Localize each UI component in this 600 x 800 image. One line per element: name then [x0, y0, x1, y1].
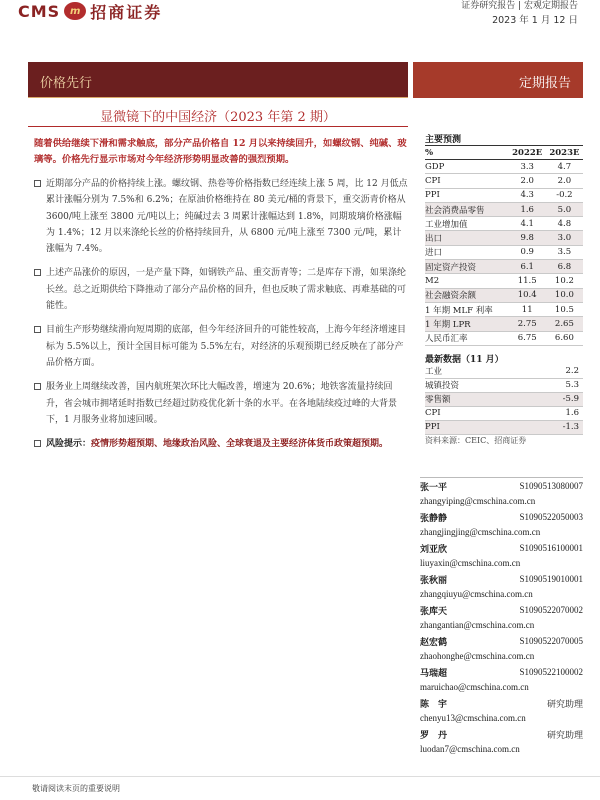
indicator-name: CPI [425, 174, 509, 188]
indicator-name: 社会融资余额 [425, 288, 509, 302]
analyst-id: S1090513080007 [519, 481, 583, 491]
indicator-name: M2 [425, 274, 509, 288]
bullet-text: 服务业上周继续改善，国内航班架次环比大幅改善，增速为 20.6%；地铁客流量持续回升，省会城市拥堵延时指数已经超过防疫优化新十条的水平。在各地陆续疫过峰的大背景下，1 月服务业将加速回暖。 [46, 382, 398, 425]
risk-label: 风险提示： [46, 439, 92, 450]
bullet-item [34, 265, 408, 314]
analyst-name: 张库天 [420, 606, 448, 617]
value-2023: 2.65 [546, 317, 583, 331]
value-2022: 6.1 [509, 260, 546, 274]
cms-logo [18, 0, 162, 22]
analyst-name: 马瑞超 [420, 668, 448, 679]
analyst-email[interactable]: maruichao@cmschina.com.cn [420, 682, 529, 692]
indicator-name: 工业增加值 [425, 217, 509, 231]
risk-warning [34, 436, 408, 452]
bullet-square-icon [34, 383, 41, 390]
analyst-entry [420, 664, 583, 695]
table-row [425, 378, 583, 392]
analyst-email[interactable]: chenyu13@cmschina.com.cn [420, 713, 526, 723]
value-2022: 9.8 [509, 231, 546, 245]
table-row [425, 392, 583, 406]
indicator-name: 人民币汇率 [425, 331, 509, 345]
analyst-id: S1090519010001 [519, 574, 583, 584]
value-2022: 4.1 [509, 217, 546, 231]
analyst-entry [420, 695, 583, 726]
table-row [425, 364, 583, 378]
indicator-name: CPI [425, 406, 524, 420]
analyst-name: 陈 宇 [420, 699, 448, 710]
analyst-email[interactable]: luodan7@cmschina.com.cn [420, 744, 520, 754]
section-band-label: 价格先行 [40, 76, 93, 91]
analyst-name: 张静静 [420, 513, 448, 524]
table-row [425, 274, 583, 288]
bullet-text: 目前生产形势继续滑向短周期的底部，但今年经济回升的可能性较高，上海今年经济增速目标为 5.5%以上，预计全国目标可能为 5.5%左右，对经济的乐观预期已经反映在了部分产品价格方面。 [46, 325, 407, 368]
value-2023: 10.5 [546, 302, 583, 316]
report-header [0, 0, 600, 30]
data-source-note: 资料来源：CEIC、招商证券 [425, 436, 527, 445]
table-row [425, 188, 583, 202]
analyst-list [420, 477, 583, 757]
indicator-name: 进口 [425, 245, 509, 259]
summary-paragraph: 随着供给继续下滑和需求触底，部分产品价格自 12 月以来持续回升，如螺纹钢、纯碱、玻璃等。价格先行显示市场对今年经济形势明显改善的强烈预期。 [34, 138, 407, 165]
table-row [425, 202, 583, 216]
bullet-square-icon [34, 440, 41, 447]
value-2022: 4.3 [509, 188, 546, 202]
value-2022: 2.0 [509, 174, 546, 188]
indicator-value: 1.6 [524, 406, 583, 420]
bullet-text: 上述产品涨价的原因，一是产量下降，如钢铁产品、重交沥青等；二是库存下滑，如果涤纶长丝。总之近期供给下降推动了部分产品价格的回升，但也反映了需求触底、再难基础的可能性。 [46, 268, 407, 312]
analyst-email[interactable]: liuyaxin@cmschina.com.cn [420, 558, 521, 568]
analyst-name: 罗 丹 [420, 730, 448, 741]
forecast-header-2023: 2023E [546, 146, 583, 160]
table-row [425, 245, 583, 259]
bullet-item [34, 379, 408, 428]
risk-body: 疫情形势超预期、地缘政治风险、全球衰退及主要经济体货币政策超预期。 [91, 439, 389, 450]
indicator-value: 2.2 [524, 364, 583, 378]
value-2023: 3.0 [546, 231, 583, 245]
analyst-id: S1090522100002 [519, 667, 583, 677]
bullet-item [34, 322, 408, 371]
recent-data-title: 最新数据（11 月） [425, 355, 504, 365]
analyst-entry [420, 571, 583, 602]
bullet-item [34, 176, 408, 257]
indicator-name: 零售额 [425, 392, 524, 406]
indicator-name: 1 年期 MLF 利率 [425, 302, 509, 316]
analyst-role: 研究助理 [546, 729, 583, 740]
analyst-id: S1090516100001 [519, 543, 583, 553]
indicator-name: 出口 [425, 231, 509, 245]
value-2023: 10.0 [546, 288, 583, 302]
table-row [425, 288, 583, 302]
analyst-name: 刘亚欣 [420, 544, 448, 555]
indicator-name: 固定资产投资 [425, 260, 509, 274]
value-2023: 4.7 [546, 160, 583, 174]
indicator-name: GDP [425, 160, 509, 174]
table-row [425, 231, 583, 245]
logo-chinese-name: 招商证券 [90, 2, 163, 22]
indicator-name: 社会消费品零售 [425, 202, 509, 216]
table-row [425, 260, 583, 274]
report-type-band [413, 62, 583, 98]
analyst-name: 赵宏鹤 [420, 637, 448, 648]
forecast-title: 主要预测 [425, 135, 462, 145]
value-2023: 6.8 [546, 260, 583, 274]
indicator-name: 城镇投资 [425, 378, 524, 392]
value-2023: 4.8 [546, 217, 583, 231]
indicator-name: PPI [425, 420, 524, 434]
value-2022: 10.4 [509, 288, 546, 302]
table-row [425, 217, 583, 231]
value-2022: 11.5 [509, 274, 546, 288]
value-2023: -0.2 [546, 188, 583, 202]
analyst-name: 张一平 [420, 482, 448, 493]
analyst-email[interactable]: zhaohonghe@cmschina.com.cn [420, 651, 535, 661]
value-2023: 6.60 [546, 331, 583, 345]
recent-data-table [425, 364, 583, 435]
value-2022: 6.75 [509, 331, 546, 345]
bullet-square-icon [34, 180, 41, 187]
report-title: 显微镜下的中国经济（2023 年第 2 期） [100, 110, 336, 125]
table-row [425, 160, 583, 174]
header-meta [461, 0, 578, 27]
forecast-header-2022: 2022E [509, 146, 546, 160]
analyst-email[interactable]: zhangyiping@cmschina.com.cn [420, 496, 536, 506]
bullet-list [34, 176, 408, 460]
table-row [425, 317, 583, 331]
footer-divider [0, 776, 600, 777]
analyst-entry [420, 726, 583, 757]
value-2022: 1.6 [509, 202, 546, 216]
bullet-text: 近期部分产品的价格持续上涨。螺纹钢、热卷等价格指数已经连续上涨 5 周，比 12 月低点累计涨幅分别为 7.5%和 6.2%；在原油价格维持在 80 美元/桶的背景下，重交沥青价格从 3600/吨上涨至 3800 元/吨以上；纯碱过去 3 周累计涨幅达到 1.8%，同期玻璃价格涨幅为 1.4%；12 月以来涤纶长丝的价格持续回升，从 6800 元/吨上涨至 7300 元/吨，累计涨幅为 7.4%。 [46, 179, 408, 255]
analyst-entry [420, 540, 583, 571]
section-band [28, 62, 408, 98]
bullet-square-icon [34, 269, 41, 276]
indicator-name: PPI [425, 188, 509, 202]
value-2023: 10.2 [546, 274, 583, 288]
analyst-role: 研究助理 [546, 698, 583, 709]
forecast-table [425, 145, 583, 346]
value-2023: 2.0 [546, 174, 583, 188]
forecast-header-unit: % [425, 146, 509, 160]
value-2022: 2.75 [509, 317, 546, 331]
analyst-name: 张秋丽 [420, 575, 448, 586]
table-row [425, 174, 583, 188]
table-row [425, 420, 583, 434]
analyst-email[interactable]: zhangantian@cmschina.com.cn [420, 620, 535, 630]
bullet-square-icon [34, 326, 41, 333]
analyst-email[interactable]: zhangqiuyu@cmschina.com.cn [420, 589, 533, 599]
footer-note: 敬请阅读末页的重要说明 [32, 784, 120, 793]
logo-cms-text: CMS [18, 1, 61, 21]
title-divider [28, 126, 408, 127]
indicator-value: -5.9 [524, 392, 583, 406]
report-type-label: 定期报告 [518, 76, 571, 91]
analyst-entry [420, 633, 583, 664]
value-2022: 0.9 [509, 245, 546, 259]
value-2023: 5.0 [546, 202, 583, 216]
analyst-email[interactable]: zhangjingjing@cmschina.com.cn [420, 527, 541, 537]
table-row [425, 406, 583, 420]
indicator-value: -1.3 [524, 420, 583, 434]
doc-type: 证券研究报告 | 宏观定期报告 [461, 1, 578, 11]
indicator-name: 工业 [425, 364, 524, 378]
report-date: 2023 年 1 月 12 日 [492, 15, 578, 26]
value-2023: 3.5 [546, 245, 583, 259]
analyst-id: S1090522050003 [519, 512, 583, 522]
analyst-id: S1090522070002 [519, 605, 583, 615]
value-2022: 11 [509, 302, 546, 316]
logo-badge-icon: m [64, 2, 86, 20]
analyst-id: S1090522070005 [519, 636, 583, 646]
table-row [425, 302, 583, 316]
value-2022: 3.3 [509, 160, 546, 174]
table-row [425, 331, 583, 345]
analyst-entry [420, 602, 583, 633]
analyst-entry [420, 478, 583, 509]
analyst-entry [420, 509, 583, 540]
forecast-header-row [425, 146, 583, 160]
indicator-value: 5.3 [524, 378, 583, 392]
indicator-name: 1 年期 LPR [425, 317, 509, 331]
